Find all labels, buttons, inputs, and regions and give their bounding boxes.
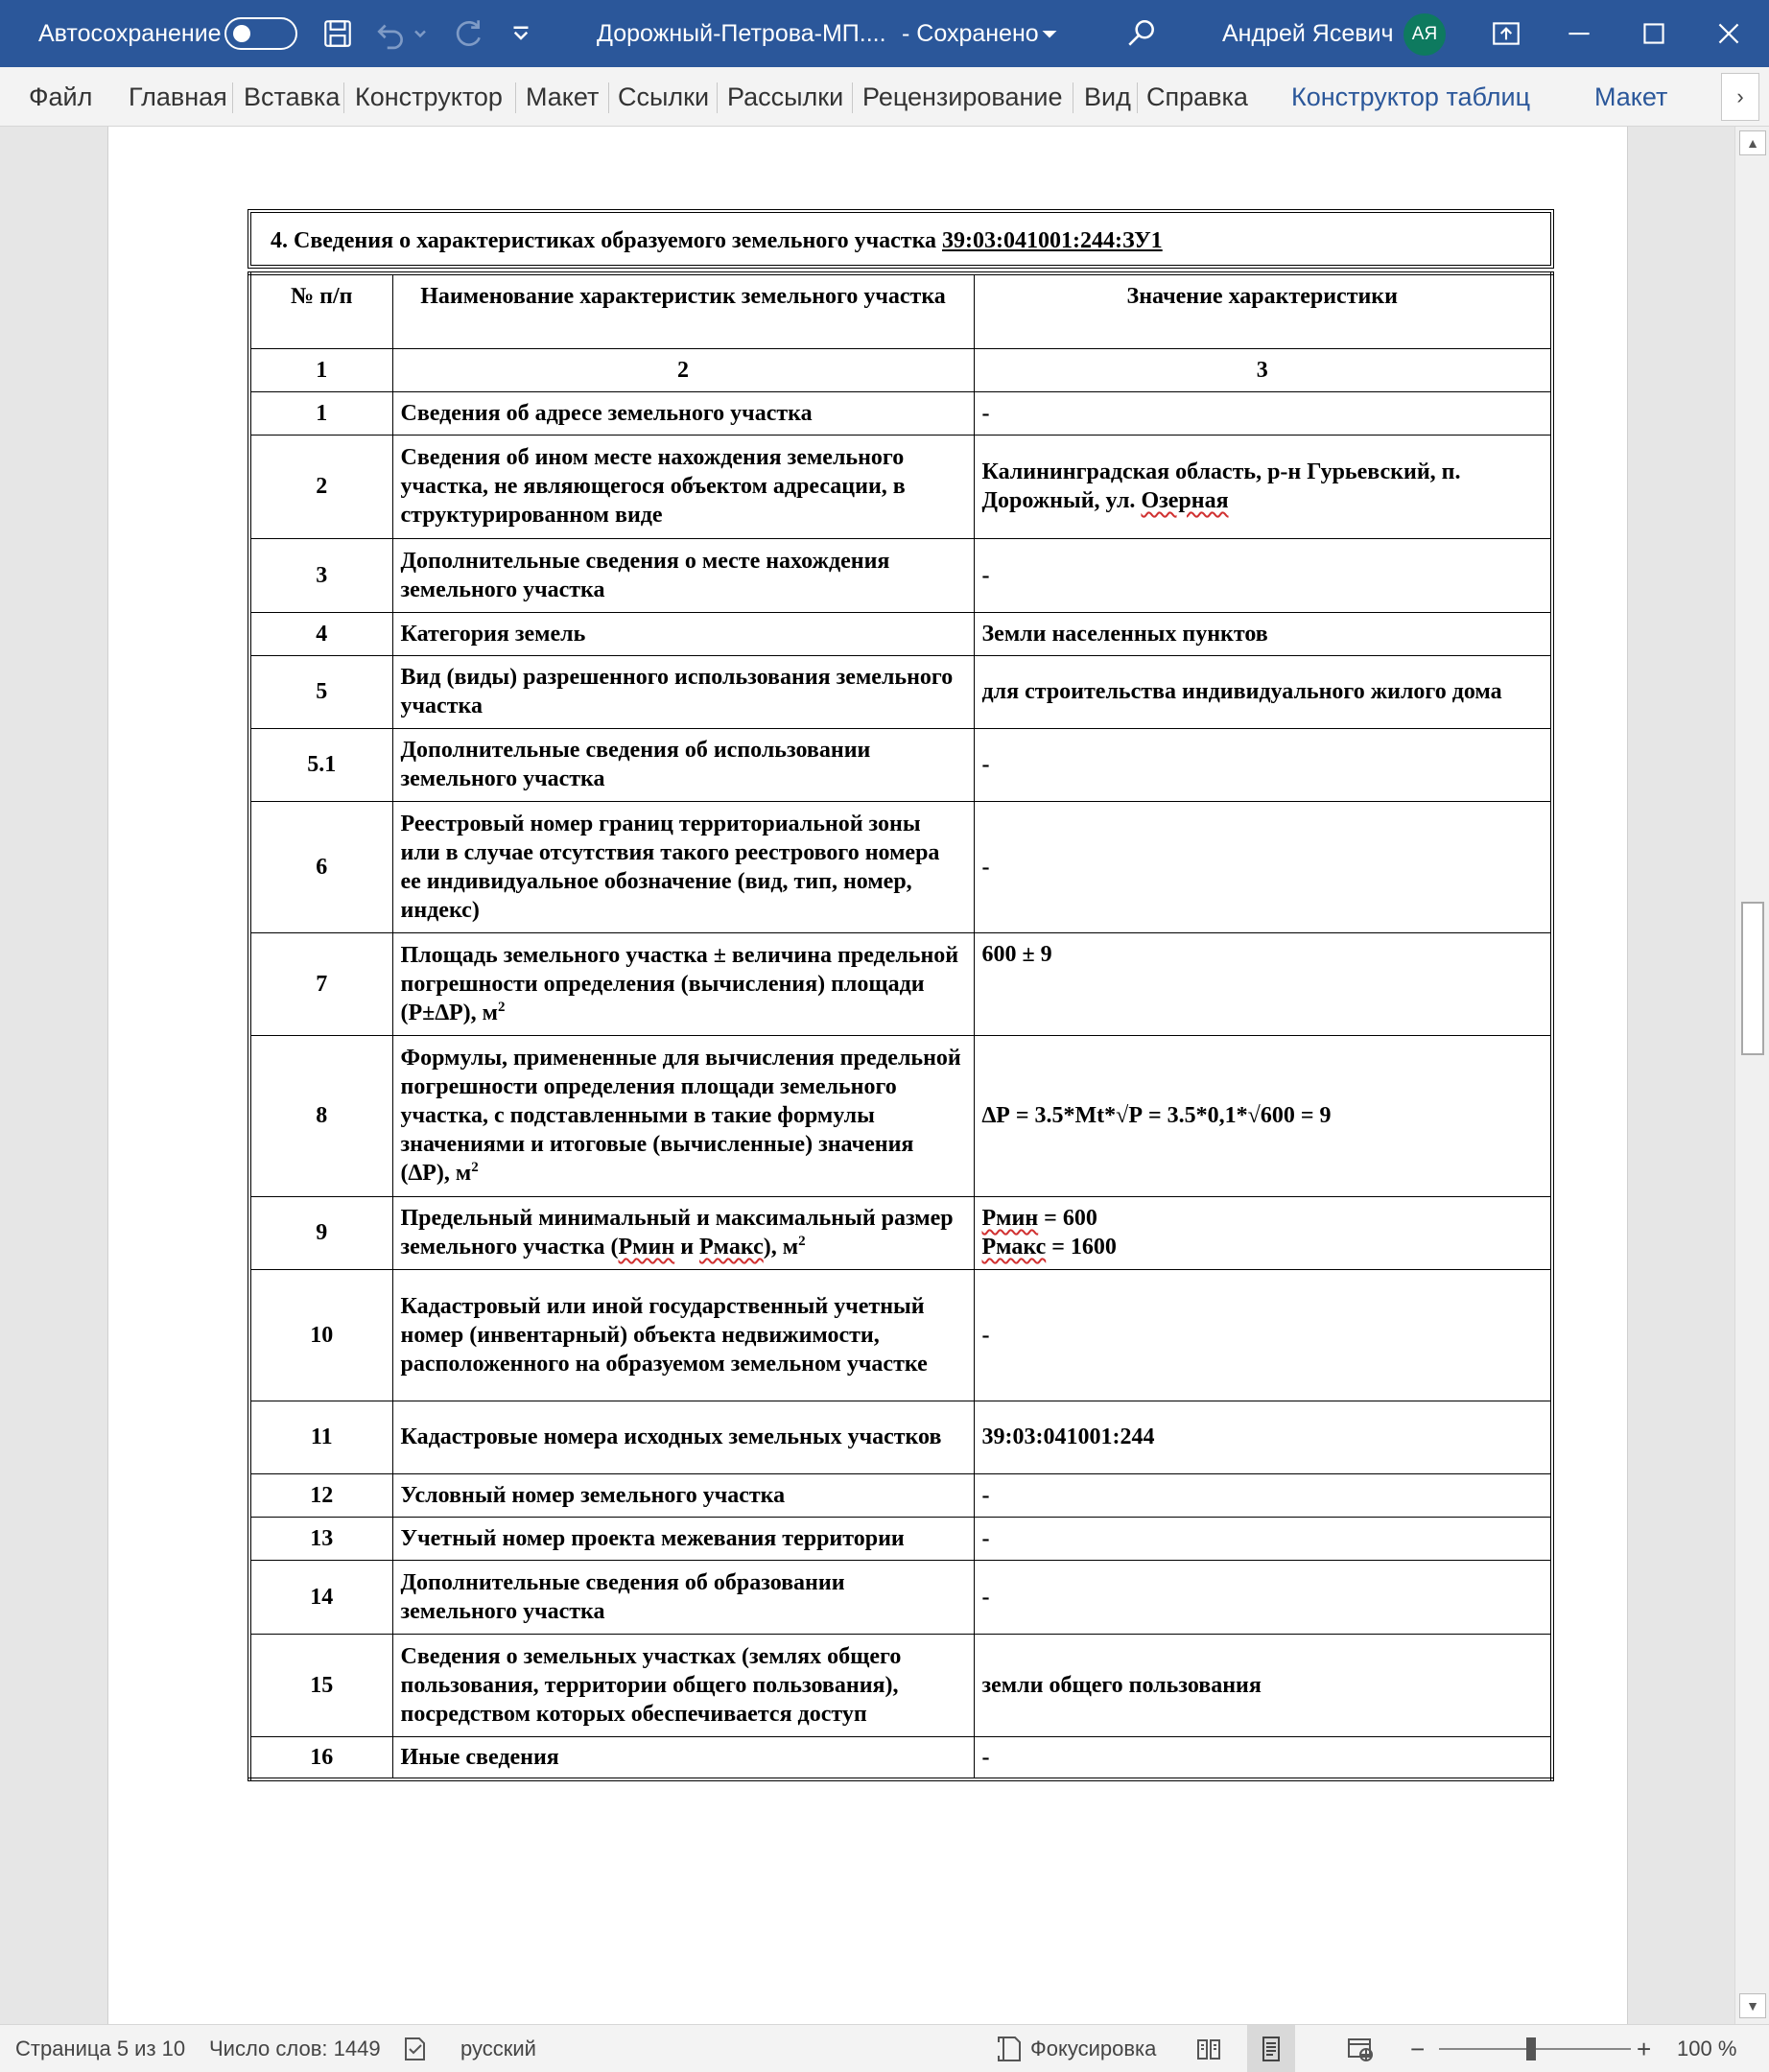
row-number-cell[interactable]: 12 — [249, 1473, 392, 1517]
row-number-cell[interactable]: 11 — [249, 1401, 392, 1473]
table-header-row — [249, 273, 1552, 348]
row-number-cell[interactable]: 2 — [249, 435, 392, 538]
row-number-cell[interactable]: 14 — [249, 1560, 392, 1634]
tab-view[interactable]: Вид — [1084, 82, 1131, 111]
table-row — [249, 1473, 1552, 1517]
characteristic-name-cell[interactable]: Условный номер земельного участка — [392, 1473, 974, 1517]
row-number-cell[interactable]: 15 — [249, 1634, 392, 1736]
print-layout-icon[interactable] — [1247, 2025, 1295, 2072]
spelling-error-mark[interactable]: Рмакс — [981, 1235, 1047, 1260]
tab-insert[interactable]: Вставка — [244, 82, 341, 111]
ribbon-display-options-icon[interactable] — [1489, 16, 1523, 51]
search-icon[interactable] — [1124, 16, 1159, 51]
characteristic-value-cell[interactable]: - — [974, 1560, 1552, 1634]
min-size-value: Рмин = 600 — [981, 1206, 1097, 1231]
characteristic-value-cell[interactable] — [974, 1196, 1552, 1269]
toggle-knob — [233, 25, 250, 42]
characteristics-table[interactable] — [248, 271, 1554, 1781]
table-row — [249, 801, 1552, 932]
tab-table-design[interactable]: Конструктор таблиц — [1291, 82, 1531, 111]
table-row — [249, 655, 1552, 728]
word-count[interactable]: Число слов: 1449 — [209, 2037, 381, 2060]
characteristic-name-cell[interactable]: Кадастровые номера исходных земельных участков — [392, 1401, 974, 1473]
row-number-cell[interactable]: 5.1 — [249, 728, 392, 801]
spelling-error-mark[interactable]: Рмин — [618, 1235, 675, 1260]
row-number-cell[interactable]: 7 — [249, 932, 392, 1035]
table-index-row — [249, 348, 1552, 391]
tab-table-layout[interactable]: Макет — [1594, 82, 1668, 111]
tab-separator — [1137, 82, 1138, 113]
table-row — [249, 1517, 1552, 1560]
tab-mailings[interactable]: Рассылки — [727, 82, 844, 111]
document-title[interactable]: Дорожный-Петрова-МП.... — [597, 20, 886, 47]
web-layout-icon[interactable] — [1341, 2025, 1380, 2072]
spelling-error-mark[interactable]: Рмакс — [699, 1235, 764, 1260]
zoom-out-button[interactable]: − — [1410, 2035, 1426, 2063]
language-indicator[interactable]: русский — [460, 2037, 536, 2060]
characteristic-value-cell[interactable]: 39:03:041001:244 — [974, 1401, 1552, 1473]
max-size-value: Рмакс = 1600 — [981, 1235, 1117, 1260]
table-cell[interactable]: 1 — [249, 348, 392, 391]
autosave-label: Автосохранение — [38, 20, 222, 47]
row-number-cell[interactable]: 10 — [249, 1269, 392, 1401]
avatar[interactable]: АЯ — [1403, 13, 1446, 56]
characteristic-value-cell[interactable]: - — [974, 538, 1552, 612]
characteristic-name-cell[interactable]: Кадастровый или иной государственный учетный номер (инвентарный) объекта недвижимости, расположенного на образуемом земельном участке — [392, 1269, 974, 1401]
proofing-icon[interactable] — [399, 2025, 432, 2072]
scrollbar-thumb[interactable] — [1741, 902, 1764, 1055]
undo-icon[interactable] — [374, 16, 409, 51]
characteristic-name-cell[interactable]: Сведения об адресе земельного участка — [392, 391, 974, 435]
characteristic-value-cell[interactable]: Калининградская область, р-н Гурьевский, п. Дорожный, ул. Озерная — [974, 435, 1552, 538]
read-mode-icon[interactable] — [1190, 2025, 1228, 2072]
superscript-unit: 2 — [471, 1160, 479, 1175]
characteristic-name-cell[interactable]: Площадь земельного участка ± величина предельной погрешности определения (вычисления) площади (Р±∆Р), $м^2$ — [392, 932, 974, 1035]
document-page[interactable] — [107, 127, 1628, 2024]
characteristic-value-cell[interactable]: ∆Р = 3.5*Mt*√Р = 3.5*0,1*√600 = 9 — [974, 1035, 1552, 1196]
redo-icon[interactable] — [451, 16, 485, 51]
table-row — [249, 1634, 1552, 1736]
row-number-cell[interactable]: 8 — [249, 1035, 392, 1196]
table-cell[interactable]: 3 — [974, 348, 1552, 391]
tab-separator — [232, 82, 233, 113]
undo-dropdown-icon[interactable] — [411, 16, 430, 51]
ribbon-tabs — [0, 67, 1769, 127]
row-number-cell[interactable]: 5 — [249, 655, 392, 728]
tab-layout[interactable]: Макет — [526, 82, 600, 111]
table-row — [249, 1736, 1552, 1779]
characteristic-name-cell[interactable]: Дополнительные сведения о месте нахождения земельного участка — [392, 538, 974, 612]
ribbon-scroll-right-button[interactable]: › — [1721, 73, 1759, 121]
scroll-down-icon[interactable]: ▼ — [1739, 1993, 1766, 2018]
table-row — [249, 1560, 1552, 1634]
section-title: 4. Сведения о характеристиках образуемого земельного участка 39:03:041001:244:ЗУ1 — [271, 228, 1163, 253]
save-icon[interactable] — [320, 16, 355, 51]
row-number-cell[interactable]: 6 — [249, 801, 392, 932]
zoom-level[interactable]: 100 % — [1677, 2037, 1737, 2060]
superscript-unit: 2 — [798, 1234, 806, 1249]
row-number-cell[interactable]: 16 — [249, 1736, 392, 1779]
zoom-in-button[interactable]: + — [1637, 2035, 1652, 2063]
row-number-cell[interactable]: 1 — [249, 391, 392, 435]
close-icon[interactable] — [1711, 16, 1746, 51]
characteristic-name-cell[interactable]: Сведения о земельных участках (землях общего пользования, территории общего пользования), посредством которых обеспечивается доступ — [392, 1634, 974, 1736]
tab-review[interactable]: Рецензирование — [862, 82, 1063, 111]
characteristic-name-cell[interactable]: Вид (виды) разрешенного использования земельного участка — [392, 655, 974, 728]
maximize-icon[interactable] — [1637, 16, 1671, 51]
scroll-up-icon[interactable]: ▲ — [1739, 130, 1766, 155]
status-bar — [0, 2024, 1769, 2072]
document-area[interactable] — [0, 127, 1734, 2024]
characteristic-value-cell[interactable]: - — [974, 1517, 1552, 1560]
parcel-code: 39:03:041001:244:ЗУ1 — [942, 228, 1163, 253]
column-header[interactable]: № п/п — [249, 273, 392, 348]
characteristic-value-cell[interactable]: - — [974, 1736, 1552, 1779]
row-number-cell[interactable]: 3 — [249, 538, 392, 612]
characteristic-value-cell[interactable]: - — [974, 728, 1552, 801]
characteristic-value-cell[interactable]: для строительства индивидуального жилого дома — [974, 655, 1552, 728]
characteristic-name-cell[interactable]: Дополнительные сведения об образовании земельного участка — [392, 1560, 974, 1634]
characteristic-value-cell[interactable]: - — [974, 801, 1552, 932]
characteristic-value-cell[interactable]: - — [974, 1269, 1552, 1401]
characteristic-value-cell[interactable]: земли общего пользования — [974, 1634, 1552, 1736]
characteristic-value-cell[interactable]: - — [974, 1473, 1552, 1517]
table-row — [249, 932, 1552, 1035]
characteristic-value-cell[interactable]: Земли населенных пунктов — [974, 612, 1552, 655]
characteristic-name-cell[interactable]: Учетный номер проекта межевания территории — [392, 1517, 974, 1560]
tab-separator — [343, 82, 344, 113]
row-number-cell[interactable]: 13 — [249, 1517, 392, 1560]
table-row — [249, 538, 1552, 612]
tab-separator — [717, 82, 718, 113]
spelling-error-mark[interactable]: Озерная — [1141, 488, 1229, 513]
characteristic-value-cell[interactable]: 600 ± 9 — [974, 932, 1552, 1035]
save-status-dropdown-icon[interactable] — [1038, 16, 1061, 51]
save-status[interactable]: - Сохранено — [902, 20, 1039, 47]
characteristic-name-cell[interactable]: Иные сведения — [392, 1736, 974, 1779]
tab-separator — [852, 82, 853, 113]
tab-home[interactable]: Главная — [129, 82, 227, 111]
table-row — [249, 728, 1552, 801]
row-number-cell[interactable]: 4 — [249, 612, 392, 655]
superscript-unit: 2 — [498, 999, 506, 1015]
column-header[interactable]: Наименование характеристик земельного участка — [392, 273, 974, 348]
table-cell[interactable]: 2 — [392, 348, 974, 391]
focus-mode-label[interactable]: Фокусировка — [1030, 2037, 1157, 2060]
table-row — [249, 1401, 1552, 1473]
tab-references[interactable]: Ссылки — [618, 82, 710, 111]
characteristic-name-cell[interactable]: Предельный минимальный и максимальный размер земельного участка (Рмин и Рмакс), $м^2$ — [392, 1196, 974, 1269]
table-row — [249, 1196, 1552, 1269]
vertical-scrollbar[interactable] — [1734, 127, 1769, 2024]
tab-help[interactable]: Справка — [1146, 82, 1248, 111]
characteristic-name-cell[interactable]: Категория земель — [392, 612, 974, 655]
tab-separator — [515, 82, 516, 113]
tab-design[interactable]: Конструктор — [355, 82, 503, 111]
spelling-error-mark[interactable]: Рмин — [981, 1206, 1039, 1231]
column-header[interactable]: Значение характеристики — [974, 273, 1552, 348]
tab-file[interactable]: Файл — [29, 82, 93, 111]
row-number-cell[interactable]: 9 — [249, 1196, 392, 1269]
table-row — [249, 435, 1552, 538]
tab-separator — [608, 82, 609, 113]
autosave-toggle[interactable] — [224, 17, 297, 50]
title-bar — [0, 0, 1769, 67]
page-indicator[interactable]: Страница 5 из 10 — [15, 2037, 186, 2060]
characteristic-value-cell[interactable]: - — [974, 391, 1552, 435]
table-row — [249, 1269, 1552, 1401]
user-name[interactable]: Андрей Ясевич — [1222, 20, 1394, 47]
focus-icon[interactable] — [994, 2025, 1025, 2072]
table-row — [249, 612, 1552, 655]
characteristic-name-cell[interactable]: Формулы, примененные для вычисления предельной погрешности определения площади земельного участка, с подставленными в такие формулы значениями и итоговые (вычисленные) значения (∆Р), $м^2$ — [392, 1035, 974, 1196]
characteristic-name-cell[interactable]: Сведения об ином месте нахождения земельного участка, не являющегося объектом адресации, в структурированном виде — [392, 435, 974, 538]
section-heading-box — [248, 209, 1554, 269]
characteristic-name-cell[interactable]: Дополнительные сведения об использовании земельного участка — [392, 728, 974, 801]
customize-toolbar-icon[interactable] — [507, 16, 535, 51]
characteristic-name-cell[interactable]: Реестровый номер границ территориальной зоны или в случае отсутствия такого реестрового номера ее индивидуальное обозначение (вид, тип, номер, индекс) — [392, 801, 974, 932]
table-row — [249, 391, 1552, 435]
zoom-slider-thumb[interactable] — [1526, 2037, 1536, 2060]
table-row — [249, 1035, 1552, 1196]
minimize-icon[interactable] — [1562, 16, 1596, 51]
